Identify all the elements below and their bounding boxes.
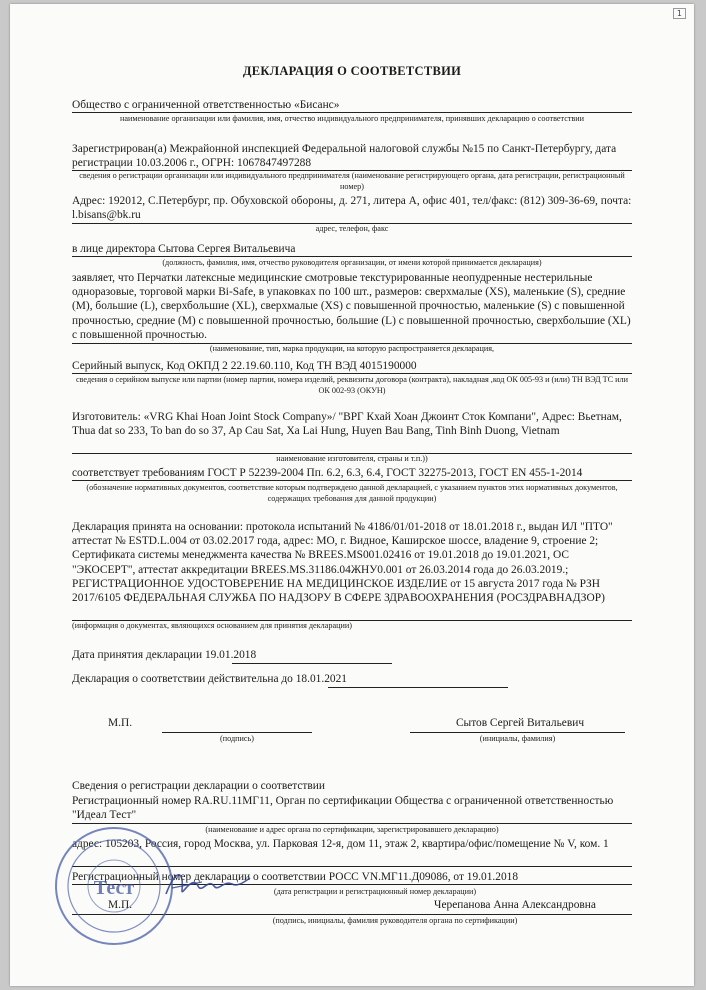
signer-line <box>410 732 625 733</box>
applicant-name-caption: наименование организации или фамилия, имя, отчество индивидуального предпринимателя, принявших декларацию о соответствии <box>119 114 585 123</box>
registration-caption: сведения о регистрации организации или индивидуального предпринимателя (наименование регистрирующего органа, дата регистрации, регистрационный номер) <box>79 171 625 191</box>
date-accepted: Дата принятия декларации 19.01.2018 <box>72 649 257 661</box>
reg-address: адрес: 105203, Россия, город Москва, ул. Парковая 12-я, дом 11, этаж 2, квартира/офис/помещение № V, ком. 1 <box>72 838 609 850</box>
registration-heading: Сведения о регистрации декларации о соответствии <box>72 780 325 792</box>
decl-number: Регистрационный номер декларации о соответствии РОСС VN.МГ11.Д09086, от 19.01.2018 <box>72 870 632 885</box>
manufacturer-text: Изготовитель: «VRG Khai Hoan Joint Stock Company»/ "ВРГ Кхай Хоан Джоинт Сток Компани", Адрес: Вьетнам, Thua dat so 233, To ban do so 37, Ap Cau Sat, Xa Lai Hung, Huyen Bau Bang, Tinh Binh Duong, Vietnam <box>72 411 622 438</box>
decl-caption: (дата регистрации и регистрационный номер декларации) <box>273 887 477 896</box>
serial-caption: сведения о серийном выпуске или партии (номер партии, номера изделий, реквизиты договора (контракта), накладная ,код ОК 005-93 и (или) ТН ВЭД ТС или ОК 002-93 (ОКУН) <box>75 375 629 395</box>
mp-label: М.П. <box>108 717 133 729</box>
reg-caption: (наименование и адрес органа по сертификации, зарегистрировавшего декларацию) <box>205 825 499 834</box>
document-page <box>10 4 694 986</box>
registration-text: Зарегистрирован(а) Межрайонной инспекцией Федеральной налоговой службы №15 по Санкт-Петербургу, дата регистрации 10.03.2006 г., ОГРН: 1067847497288 <box>72 143 617 170</box>
signature-caption: (подпись) <box>220 734 254 743</box>
product-statement: заявляет, что Перчатки латексные медицинские смотровые текстурированные неопудренные нестерильные одноразовые, торговой марки Bi-Safe, в упаковках по 100 шт., размеров: сверхмалые (XS), маленькие (S), средние (M), большие (L), сверхбольшие (XL), сверхмалые (XS) с повышенной прочностью, маленькие (S) с повышенной прочностью, средние (M) с повышенной прочностью, большие (L) с повышенной прочностью, сверхбольшие (XL) с повышенной прочностью. <box>72 272 631 341</box>
date-valid: Декларация о соответствии действительна до 18.01.2021 <box>72 673 347 685</box>
representative-caption: (должность, фамилия, имя, отчество руководителя организации, от имени которой принимается декларация) <box>162 258 542 267</box>
page-number: 1 <box>673 8 686 19</box>
applicant-name: Общество с ограниченной ответственностью «Бисанс» <box>72 98 632 113</box>
manufacturer-caption: наименование изготовителя, страны и т.п.)) <box>276 454 428 463</box>
document-title: ДЕКЛАРАЦИЯ О СООТВЕТСТВИИ <box>242 64 462 78</box>
basis-text: Декларация принята на основании: протокола испытаний № 4186/01/01-2018 от 18.01.2018 г., выдан ИЛ "ПТО" аттестат № ESTD.L.004 от 03.02.2017 года, адрес: МО, г. Видное, Каширское шоссе, владение 9, строение 2; Сертификата системы менеджмента качества № BREES.MS001.02416 от 19.01.2018 до 19.01.2021, ОС "ЭКОСЕРТ", аттестат аккредитации BREES.MS.31186.04ЖНУ0.001 от 26.03.2014 года до 26.03.2019.; РЕГИСТРАЦИОННОЕ УДОСТОВЕРЕНИЕ НА МЕДИЦИНСКОЕ ИЗДЕЛИЕ от 15 августа 2017 года № РЗН 2017/6105 ФЕДЕРАЛЬНАЯ СЛУЖБА ПО НАДЗОРУ В СФЕРЕ ЗДРАВООХРАНЕНИЯ (РОСЗДРАВНАДЗОР) <box>72 521 613 605</box>
product-caption: (наименование, тип, марка продукции, на которую распространяется декларация, <box>209 344 495 353</box>
address-caption: адрес, телефон, факс <box>315 224 389 233</box>
divider <box>232 663 392 664</box>
conformity-text: соответствует требованиям ГОСТ Р 52239-2004 Пп. 6.2, 6.3, 6.4, ГОСТ 32275-2013, ГОСТ EN 455-1-2014 <box>72 466 632 481</box>
basis-caption: (информация о документах, являющихся основанием для принятия декларации) <box>72 621 352 630</box>
serial-text: Серийный выпуск, Код ОКПД 2 22.19.60.110, Код ТН ВЭД 4015190000 <box>72 359 632 374</box>
signature-line <box>162 732 312 733</box>
stamp-text: Тест <box>93 877 135 899</box>
signer-caption: (инициалы, фамилия) <box>479 734 556 743</box>
head-caption: (подпись, инициалы, фамилия руководителя органа по сертификации) <box>272 916 518 925</box>
mp-label-2: М.П. <box>108 899 133 911</box>
signer-name: Сытов Сергей Витальевич <box>455 717 585 729</box>
signature-mark <box>162 864 252 904</box>
address-text: Адрес: 192012, С.Петербург, пр. Обуховской обороны, д. 271, литера А, офис 401, тел/факс: (812) 309-36-69, почта: l.bisans@bk.ru <box>72 195 632 222</box>
conformity-caption: (обозначение нормативных документов, соответствие которым подтверждено данной декларацией, с указанием пунктов этих нормативных документов, содержащих требования для данной продукции) <box>86 483 618 503</box>
reg-number-text: Регистрационный номер RA.RU.11МГ11, Орган по сертификации Общества с ограниченной ответственностью "Идеал Тест" <box>72 795 614 822</box>
divider <box>328 687 508 688</box>
head-name: Черепанова Анна Александровна <box>434 899 596 911</box>
representative-text: в лице директора Сытова Сергея Витальевича <box>72 242 632 257</box>
certification-stamp <box>52 824 176 948</box>
